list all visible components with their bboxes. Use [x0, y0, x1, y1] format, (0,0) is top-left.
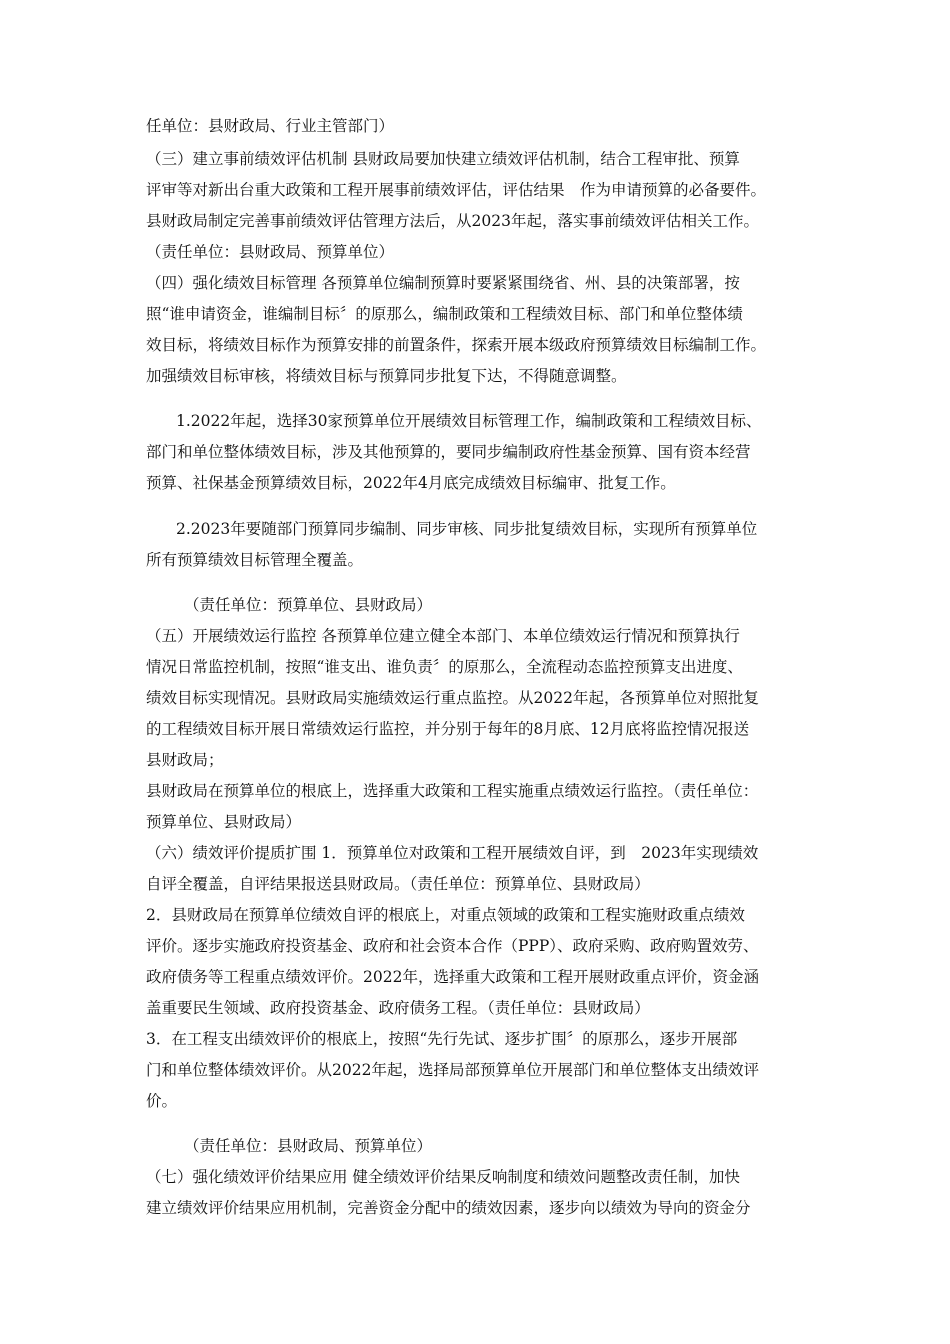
section-heading-7: （七）强化绩效评价结果应用 健全绩效评价结果反响制度和绩效问题整改责任制，加快 — [146, 1168, 740, 1186]
text-line: 部门和单位整体绩效目标，涉及其他预算的，要同步编制政府性基金预算、国有资本经营 — [146, 443, 751, 461]
text-line: 盖重要民生领域、政府投资基金、政府债务工程。（责任单位：县财政局） — [146, 999, 650, 1017]
text-line: 建立绩效评价结果应用机制，完善资金分配中的绩效因素，逐步向以绩效为导向的资金分 — [146, 1199, 751, 1217]
section-heading-5: （五）开展绩效运行监控 各预算单位建立健全本部门、本单位绩效运行情况和预算执行 — [146, 627, 740, 645]
numbered-item-1: 1.2022年起，选择30家预算单位开展绩效目标管理工作，编制政策和工程绩效目标、 — [176, 412, 762, 430]
text-line: 效目标，将绩效目标作为预算安排的前置条件，探索开展本级政府预算绩效目标编制工作。 — [146, 336, 767, 354]
numbered-item-2: 2．县财政局在预算单位绩效自评的根底上，对重点领域的政策和工程实施财政重点绩效 — [146, 906, 745, 924]
numbered-item-3: 3．在工程支出绩效评价的根底上，按照“先行先试、逐步扩围〞的原那么，逐步开展部 — [146, 1030, 738, 1048]
text-line: 县财政局； — [146, 751, 224, 769]
text-line: 县财政局在预算单位的根底上，选择重大政策和工程实施重点绩效运行监控。（责任单位： — [146, 782, 759, 800]
text-line: 预算、社保基金预算绩效目标，2022年4月底完成绩效目标编审、批复工作。 — [146, 474, 676, 492]
text-line: 政府债务等工程重点绩效评价。2022年，选择重大政策和工程开展财政重点评价，资金涵 — [146, 968, 759, 986]
text-line: 照“谁申请资金，谁编制目标〞的原那么，编制政策和工程绩效目标、部门和单位整体绩 — [146, 305, 743, 323]
text-line: 所有预算绩效目标管理全覆盖。 — [146, 551, 364, 569]
responsibility-line: （责任单位：县财政局、预算单位） — [146, 243, 395, 261]
text-line: 评审等对新出台重大政策和工程开展事前绩效评估，评估结果 作为申请预算的必备要件。 — [146, 181, 767, 199]
text-line: 加强绩效目标审核，将绩效目标与预算同步批复下达，不得随意调整。 — [146, 367, 627, 385]
responsibility-line: （责任单位：县财政局、预算单位） — [184, 1137, 433, 1155]
section-heading-4: （四）强化绩效目标管理 各预算单位编制预算时要紧紧围绕省、州、县的决策部署，按 — [146, 274, 740, 292]
text-line: 门和单位整体绩效评价。从2022年起，选择局部预算单位开展部门和单位整体支出绩效评 — [146, 1061, 759, 1079]
text-line: 县财政局制定完善事前绩效评估管理方法后，从2023年起，落实事前绩效评估相关工作。 — [146, 212, 759, 230]
numbered-item-2: 2.2023年要随部门预算同步编制、同步审核、同步批复绩效目标，实现所有预算单位 — [176, 520, 758, 538]
text-line: 绩效目标实现情况。县财政局实施绩效运行重点监控。从2022年起，各预算单位对照批复 — [146, 689, 759, 707]
text-line: 任单位：县财政局、行业主管部门） — [146, 117, 395, 135]
responsibility-line: 预算单位、县财政局） — [146, 813, 302, 831]
text-line: 自评全覆盖，自评结果报送县财政局。（责任单位：预算单位、县财政局） — [146, 875, 650, 893]
responsibility-line: （责任单位：预算单位、县财政局） — [184, 596, 433, 614]
text-line: 的工程绩效目标开展日常绩效运行监控，并分别于每年的8月底、12月底将监控情况报送 — [146, 720, 750, 738]
section-heading-6: （六）绩效评价提质扩围 1．预算单位对政策和工程开展绩效自评，到 2023年实现绩效 — [146, 844, 759, 862]
section-heading-3: （三）建立事前绩效评估机制 县财政局要加快建立绩效评估机制，结合工程审批、预算 — [146, 150, 740, 168]
text-line: 情况日常监控机制，按照“谁支出、谁负责〞的原那么，全流程动态监控预算支出进度、 — [146, 658, 743, 676]
text-line: 评价。逐步实施政府投资基金、政府和社会资本合作（PPP）、政府采购、政府购置效劳、 — [146, 937, 759, 955]
text-line: 价。 — [146, 1092, 178, 1110]
